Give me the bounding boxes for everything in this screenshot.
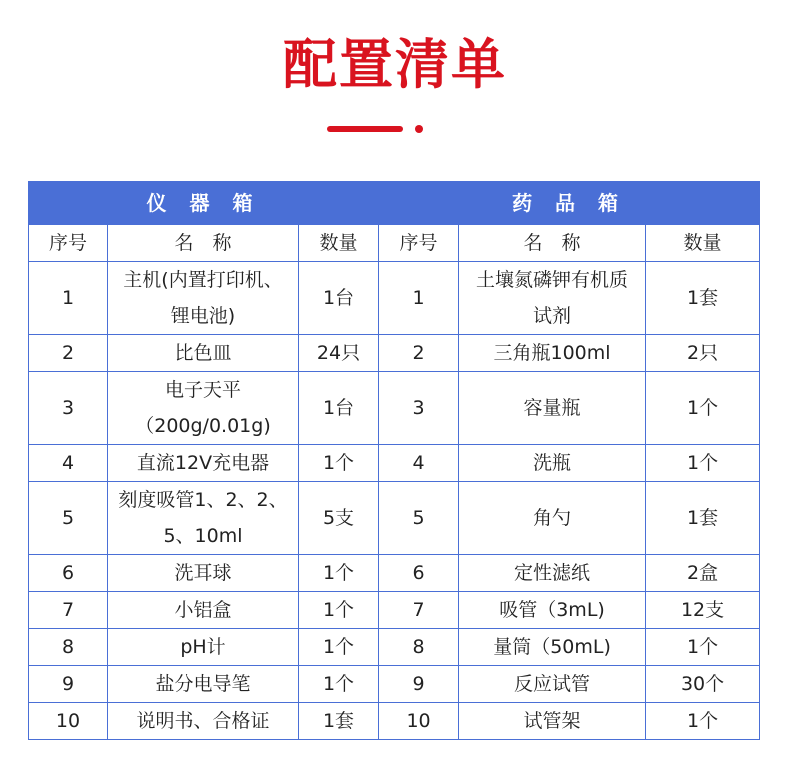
- cell-line: 电子天平: [164, 379, 241, 401]
- row-index-reagent: 5: [379, 482, 459, 555]
- row-qty-instrument: 1台: [299, 372, 379, 445]
- row-index-instrument: 10: [29, 703, 108, 740]
- cell-line: 试管架: [523, 710, 581, 732]
- group-header-reagents: 药 品 箱: [379, 182, 760, 225]
- row-qty-reagent: 1套: [646, 482, 760, 555]
- row-qty-reagent: 30个: [646, 666, 760, 703]
- row-index-instrument: 9: [29, 666, 108, 703]
- group-header-row: [29, 182, 760, 225]
- row-name-instrument: [108, 262, 299, 335]
- row-qty-instrument: 5支: [299, 482, 379, 555]
- row-qty-instrument: 1个: [299, 445, 379, 482]
- cell-line: 吸管（3mL): [499, 599, 605, 621]
- column-header-name: 名 称: [459, 225, 646, 262]
- row-name-instrument: [108, 482, 299, 555]
- row-name-reagent: [459, 555, 646, 592]
- row-qty-instrument: 1个: [299, 592, 379, 629]
- table-row: [29, 629, 760, 666]
- row-index-reagent: 9: [379, 666, 459, 703]
- table-row: [29, 335, 760, 372]
- table-row: [29, 555, 760, 592]
- table-row: [29, 703, 760, 740]
- table-row: [29, 482, 760, 555]
- row-name-reagent: [459, 372, 646, 445]
- table-row: [29, 262, 760, 335]
- cell-line: 试剂: [533, 305, 572, 327]
- row-index-reagent: 2: [379, 335, 459, 372]
- row-index-reagent: 8: [379, 629, 459, 666]
- table-row: [29, 372, 760, 445]
- row-index-instrument: 8: [29, 629, 108, 666]
- config-table: [28, 181, 760, 740]
- cell-line: 5、10ml: [163, 525, 243, 547]
- row-index-instrument: 2: [29, 335, 108, 372]
- row-index-instrument: 6: [29, 555, 108, 592]
- cell-line: 盐分电导笔: [155, 673, 251, 695]
- row-name-instrument: [108, 666, 299, 703]
- cell-line: 容量瓶: [523, 397, 581, 419]
- row-index-reagent: 6: [379, 555, 459, 592]
- row-qty-instrument: 1个: [299, 555, 379, 592]
- cell-line: 直流12V充电器: [136, 452, 270, 474]
- cell-line: 刻度吸管1、2、2、: [118, 489, 288, 511]
- cell-line: 主机(内置打印机、: [123, 269, 283, 291]
- row-name-reagent: [459, 703, 646, 740]
- column-header-row: [29, 225, 760, 262]
- row-index-instrument: 1: [29, 262, 108, 335]
- cell-line: 比色皿: [174, 342, 232, 364]
- row-qty-reagent: 1个: [646, 703, 760, 740]
- cell-line: 土壤氮磷钾有机质: [476, 269, 629, 291]
- row-qty-instrument: 1套: [299, 703, 379, 740]
- row-qty-reagent: 1个: [646, 629, 760, 666]
- row-name-instrument: [108, 555, 299, 592]
- cell-line: 量筒（50mL): [493, 636, 611, 658]
- row-name-instrument: [108, 335, 299, 372]
- row-qty-instrument: 1个: [299, 666, 379, 703]
- table-row: [29, 666, 760, 703]
- row-name-instrument: [108, 629, 299, 666]
- row-index-reagent: 3: [379, 372, 459, 445]
- row-index-instrument: 5: [29, 482, 108, 555]
- row-qty-reagent: 2盒: [646, 555, 760, 592]
- row-qty-reagent: 1个: [646, 445, 760, 482]
- row-index-reagent: 4: [379, 445, 459, 482]
- row-index-reagent: 7: [379, 592, 459, 629]
- title-underline-dot: [415, 125, 423, 133]
- row-name-reagent: [459, 592, 646, 629]
- row-index-instrument: 7: [29, 592, 108, 629]
- row-qty-instrument: 24只: [299, 335, 379, 372]
- table-row: [29, 592, 760, 629]
- cell-line: 小铝盒: [174, 599, 232, 621]
- row-qty-instrument: 1个: [299, 629, 379, 666]
- cell-line: （200g/0.01g): [135, 415, 271, 437]
- cell-line: 三角瓶100ml: [493, 342, 611, 364]
- row-qty-reagent: 12支: [646, 592, 760, 629]
- title-underline-bar: [327, 126, 403, 132]
- row-name-reagent: [459, 666, 646, 703]
- cell-line: 定性滤纸: [514, 562, 591, 584]
- cell-line: pH计: [180, 636, 226, 658]
- row-qty-reagent: 1套: [646, 262, 760, 335]
- row-name-instrument: [108, 592, 299, 629]
- row-name-reagent: [459, 482, 646, 555]
- cell-line: 角勺: [533, 507, 572, 529]
- row-name-reagent: [459, 335, 646, 372]
- row-qty-reagent: 1个: [646, 372, 760, 445]
- row-name-instrument: [108, 703, 299, 740]
- row-name-instrument: [108, 445, 299, 482]
- cell-line: 锂电池): [170, 305, 236, 327]
- column-header-qty: 数量: [646, 225, 760, 262]
- row-index-reagent: 1: [379, 262, 459, 335]
- row-qty-reagent: 2只: [646, 335, 760, 372]
- cell-line: 洗瓶: [533, 452, 572, 474]
- table-row: [29, 445, 760, 482]
- row-name-reagent: [459, 629, 646, 666]
- row-name-reagent: [459, 445, 646, 482]
- cell-line: 反应试管: [514, 673, 591, 695]
- group-header-instruments: 仪 器 箱: [29, 182, 379, 225]
- column-header-index: 序号: [29, 225, 108, 262]
- column-header-name: 名 称: [108, 225, 299, 262]
- row-index-instrument: 4: [29, 445, 108, 482]
- row-qty-instrument: 1台: [299, 262, 379, 335]
- row-index-reagent: 10: [379, 703, 459, 740]
- row-index-instrument: 3: [29, 372, 108, 445]
- column-header-index: 序号: [379, 225, 459, 262]
- cell-line: 洗耳球: [174, 562, 232, 584]
- row-name-instrument: [108, 372, 299, 445]
- cell-line: 说明书、合格证: [136, 710, 270, 732]
- page-title: 配置清单: [283, 33, 507, 96]
- column-header-qty: 数量: [299, 225, 379, 262]
- row-name-reagent: [459, 262, 646, 335]
